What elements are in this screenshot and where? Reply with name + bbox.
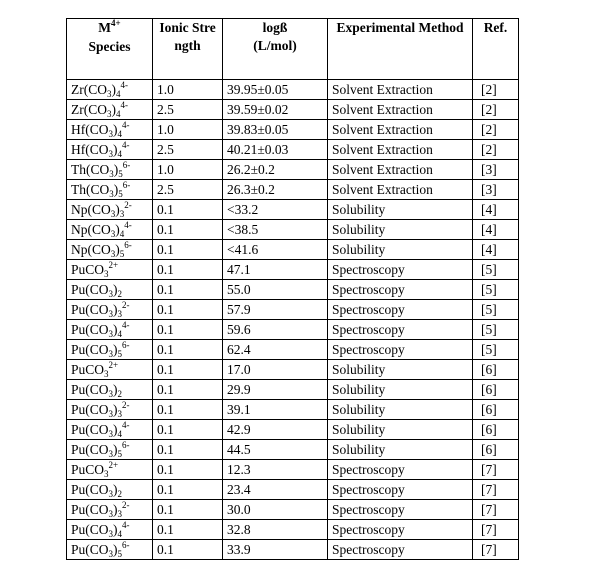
ionic-strength-cell: 0.1: [153, 280, 223, 300]
method-cell: Solvent Extraction: [328, 140, 473, 160]
table-row: [67, 340, 519, 360]
stability-constants-table: [66, 18, 519, 560]
log-beta-cell: 39.83±0.05: [223, 120, 328, 140]
species-cell: $Pu(CO_3)_4^{4-}$: [67, 420, 153, 440]
ionic-strength-cell: 0.1: [153, 380, 223, 400]
log-beta-cell: 39.1: [223, 400, 328, 420]
ref-cell: [5]: [473, 340, 519, 360]
method-cell: Spectroscopy: [328, 500, 473, 520]
ref-cell: [7]: [473, 460, 519, 480]
ref-cell: [7]: [473, 520, 519, 540]
header-log-beta: logß (L/mol): [223, 19, 328, 80]
log-beta-cell: 12.3: [223, 460, 328, 480]
ref-cell: [6]: [473, 420, 519, 440]
method-cell: Solubility: [328, 360, 473, 380]
method-cell: Spectroscopy: [328, 540, 473, 560]
ionic-strength-cell: 0.1: [153, 360, 223, 380]
species-cell: $Pu(CO_3)_5^{6-}$: [67, 340, 153, 360]
log-beta-cell: 55.0: [223, 280, 328, 300]
ionic-strength-cell: 0.1: [153, 300, 223, 320]
table-row: [67, 320, 519, 340]
ionic-strength-cell: 1.0: [153, 160, 223, 180]
log-beta-cell: <41.6: [223, 240, 328, 260]
ref-cell: [2]: [473, 80, 519, 100]
ref-cell: [7]: [473, 500, 519, 520]
table-row: [67, 240, 519, 260]
species-cell: $Pu(CO_3)_5^{6-}$: [67, 440, 153, 460]
log-beta-cell: 33.9: [223, 540, 328, 560]
ref-cell: [6]: [473, 360, 519, 380]
ionic-strength-cell: 0.1: [153, 340, 223, 360]
method-cell: Solvent Extraction: [328, 160, 473, 180]
ref-cell: [7]: [473, 540, 519, 560]
ionic-strength-cell: 1.0: [153, 120, 223, 140]
species-cell: $Th(CO_3)_5^{6-}$: [67, 160, 153, 180]
species-cell: $Hf(CO_3)_4^{4-}$: [67, 120, 153, 140]
ionic-strength-cell: 0.1: [153, 480, 223, 500]
ref-cell: [2]: [473, 140, 519, 160]
species-cell: PuCO$_3^{2+}$: [67, 260, 153, 280]
species-cell: $Pu(CO_3)_3^{2-}$: [67, 500, 153, 520]
log-beta-cell: 40.21±0.03: [223, 140, 328, 160]
method-cell: Solubility: [328, 440, 473, 460]
species-cell: PuCO$_3^{2+}$: [67, 360, 153, 380]
ref-cell: [3]: [473, 180, 519, 200]
method-cell: Spectroscopy: [328, 280, 473, 300]
ref-cell: [6]: [473, 400, 519, 420]
method-cell: Spectroscopy: [328, 320, 473, 340]
species-cell: $Zr(CO_3)_4^{4-}$: [67, 100, 153, 120]
log-beta-cell: 44.5: [223, 440, 328, 460]
species-cell: $Pu(CO_3)_2$: [67, 380, 153, 400]
method-cell: Solvent Extraction: [328, 120, 473, 140]
log-beta-cell: 30.0: [223, 500, 328, 520]
species-cell: $Zr(CO_3)_4^{4-}$: [67, 80, 153, 100]
header-ref: Ref.: [473, 19, 519, 80]
ionic-strength-cell: 0.1: [153, 260, 223, 280]
ionic-strength-cell: 1.0: [153, 80, 223, 100]
table-row: [67, 440, 519, 460]
log-beta-cell: 32.8: [223, 520, 328, 540]
species-cell: $Pu(CO_3)_3^{2-}$: [67, 300, 153, 320]
ref-cell: [4]: [473, 200, 519, 220]
table-row: [67, 180, 519, 200]
species-cell: $Pu(CO_3)_2$: [67, 280, 153, 300]
table-row: [67, 100, 519, 120]
method-cell: Spectroscopy: [328, 300, 473, 320]
ref-cell: [6]: [473, 440, 519, 460]
ref-cell: [2]: [473, 120, 519, 140]
table-row: [67, 420, 519, 440]
table-row: [67, 300, 519, 320]
ionic-strength-cell: 0.1: [153, 500, 223, 520]
ionic-strength-cell: 0.1: [153, 440, 223, 460]
method-cell: Spectroscopy: [328, 460, 473, 480]
table-row: [67, 200, 519, 220]
log-beta-cell: 26.2±0.2: [223, 160, 328, 180]
table-row: [67, 80, 519, 100]
ref-cell: [4]: [473, 240, 519, 260]
ref-cell: [3]: [473, 160, 519, 180]
table-row: [67, 360, 519, 380]
species-cell: $Pu(CO_3)_4^{4-}$: [67, 520, 153, 540]
species-cell: PuCO$_3^{2+}$: [67, 460, 153, 480]
table-row: [67, 400, 519, 420]
table-row: [67, 160, 519, 180]
method-cell: Solvent Extraction: [328, 80, 473, 100]
table-row: [67, 220, 519, 240]
table-row: [67, 140, 519, 160]
species-cell: $Np(CO_3)_4^{4-}$: [67, 220, 153, 240]
ref-cell: [4]: [473, 220, 519, 240]
ionic-strength-cell: 2.5: [153, 180, 223, 200]
method-cell: Solubility: [328, 240, 473, 260]
header-method: Experimental Method: [328, 19, 473, 80]
table-row: [67, 460, 519, 480]
log-beta-cell: 26.3±0.2: [223, 180, 328, 200]
ionic-strength-cell: 2.5: [153, 140, 223, 160]
ref-cell: [2]: [473, 100, 519, 120]
ionic-strength-cell: 0.1: [153, 460, 223, 480]
species-cell: $Th(CO_3)_5^{6-}$: [67, 180, 153, 200]
ionic-strength-cell: 0.1: [153, 320, 223, 340]
ionic-strength-cell: 0.1: [153, 520, 223, 540]
method-cell: Solvent Extraction: [328, 180, 473, 200]
ionic-strength-cell: 0.1: [153, 400, 223, 420]
species-cell: $Np(CO_3)_3^{2-}$: [67, 200, 153, 220]
ionic-strength-cell: 0.1: [153, 200, 223, 220]
log-beta-cell: 42.9: [223, 420, 328, 440]
log-beta-cell: <38.5: [223, 220, 328, 240]
table-row: [67, 500, 519, 520]
table-body: [67, 80, 519, 560]
ref-cell: [7]: [473, 480, 519, 500]
table-header-row: [67, 19, 519, 80]
log-beta-cell: 39.59±0.02: [223, 100, 328, 120]
log-beta-cell: 57.9: [223, 300, 328, 320]
method-cell: Solubility: [328, 220, 473, 240]
ref-cell: [6]: [473, 380, 519, 400]
method-cell: Spectroscopy: [328, 520, 473, 540]
log-beta-cell: 17.0: [223, 360, 328, 380]
ionic-strength-cell: 0.1: [153, 540, 223, 560]
header-ionic-strength: Ionic Strength: [153, 19, 223, 80]
ionic-strength-cell: 0.1: [153, 220, 223, 240]
table-row: [67, 280, 519, 300]
species-cell: $Pu(CO_3)_4^{4-}$: [67, 320, 153, 340]
method-cell: Solubility: [328, 400, 473, 420]
species-cell: $Hf(CO_3)_4^{4-}$: [67, 140, 153, 160]
method-cell: Solubility: [328, 420, 473, 440]
method-cell: Spectroscopy: [328, 260, 473, 280]
method-cell: Spectroscopy: [328, 480, 473, 500]
species-cell: $Pu(CO_3)_5^{6-}$: [67, 540, 153, 560]
method-cell: Solubility: [328, 200, 473, 220]
log-beta-cell: 29.9: [223, 380, 328, 400]
table-row: [67, 260, 519, 280]
ionic-strength-cell: 2.5: [153, 100, 223, 120]
ref-cell: [5]: [473, 280, 519, 300]
ref-cell: [5]: [473, 260, 519, 280]
log-beta-cell: 62.4: [223, 340, 328, 360]
log-beta-cell: 59.6: [223, 320, 328, 340]
log-beta-cell: 23.4: [223, 480, 328, 500]
species-cell: $Pu(CO_3)_2$: [67, 480, 153, 500]
ionic-strength-cell: 0.1: [153, 420, 223, 440]
ref-cell: [5]: [473, 300, 519, 320]
log-beta-cell: 47.1: [223, 260, 328, 280]
ionic-strength-cell: 0.1: [153, 240, 223, 260]
log-beta-cell: 39.95±0.05: [223, 80, 328, 100]
method-cell: Spectroscopy: [328, 340, 473, 360]
species-cell: $Np(CO_3)_5^{6-}$: [67, 240, 153, 260]
log-beta-cell: <33.2: [223, 200, 328, 220]
table-row: [67, 520, 519, 540]
method-cell: Solvent Extraction: [328, 100, 473, 120]
table-row: [67, 120, 519, 140]
table-row: [67, 480, 519, 500]
table-row: [67, 380, 519, 400]
method-cell: Solubility: [328, 380, 473, 400]
header-species: $M^{4+}$ Species: [67, 19, 153, 80]
ref-cell: [5]: [473, 320, 519, 340]
species-cell: $Pu(CO_3)_3^{2-}$: [67, 400, 153, 420]
table-row: [67, 540, 519, 560]
